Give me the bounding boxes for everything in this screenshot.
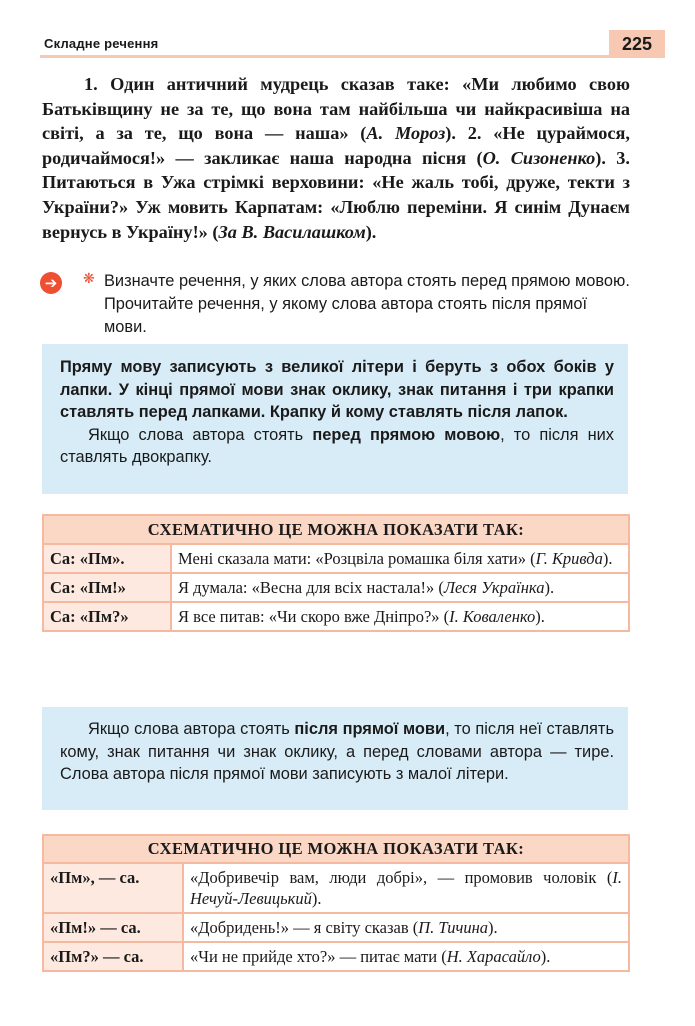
scheme-example: Я думала: «Весна для всіх настала!» (Леся Українка). [171, 573, 629, 602]
exercise-text [42, 72, 630, 244]
scheme-formula: Са: «Пм!» [43, 573, 171, 602]
scheme-example: Мені сказала мати: «Розцвіла ромашка біля хати» (Г. Кривда). [171, 544, 629, 573]
author-citation: Леся Українка [443, 578, 545, 597]
author-citation: О. Сизоненко [482, 147, 596, 168]
scheme-table-after [42, 834, 630, 972]
page-number: 225 [609, 30, 665, 58]
author-citation: Н. Харасайло [446, 947, 541, 966]
scheme-formula: «Пм!» — са. [43, 913, 183, 942]
header-rule [40, 55, 665, 58]
scheme-example: «Добридень!» — я світу сказав (П. Тичина). [183, 913, 629, 942]
scheme-table-title: СХЕМАТИЧНО ЦЕ МОЖНА ПОКАЗАТИ ТАК: [43, 515, 629, 544]
table-row [43, 863, 629, 913]
exercise-paragraph: 1. Один античний мудрець сказав таке: «Ми любимо свою Батьківщину не за те, що вона там найбільша чи найкрасивіша на світі, а за те, що вона — наша» (А. Мороз). 2. «Не цураймося, родичаймося!» — закликає наша народна пісня (О. Сизоненко). 3. Питаються в Ужа стрімкі верховини: «Не жаль тобі, друже, текти з України?» Уж мовить Карпатам: «Люблю переміни. Я синім Дунаєм вернусь в Україну!» (За В. Василашком). [42, 74, 630, 242]
author-citation: За В. Василашком [218, 221, 366, 242]
section-title: Складне речення [44, 36, 159, 51]
table-row [43, 544, 629, 573]
task-text: Визначте речення, у яких слова автора стоять перед прямою мовою. Прочитайте речення, у якому слова автора стоять після прямої мови. [104, 272, 630, 336]
scheme-formula: Са: «Пм». [43, 544, 171, 573]
scheme-example: «Добривечір вам, люди добрі», — промовив чоловік (І. Нечуй-Левицький). [183, 863, 629, 913]
asterisk-icon: ❋ [83, 271, 95, 287]
table-row [43, 602, 629, 631]
scheme-formula: «Пм?» — са. [43, 942, 183, 971]
table-row [43, 942, 629, 971]
task-block [40, 270, 640, 340]
author-citation: І. Нечуй-Левицький [190, 868, 622, 908]
author-citation: П. Тичина [418, 918, 489, 937]
author-citation: Г. Кривда [535, 549, 603, 568]
author-citation: І. Коваленко [449, 607, 536, 626]
rule-box-after [42, 707, 628, 810]
table-row [43, 913, 629, 942]
scheme-formula: Са: «Пм?» [43, 602, 171, 631]
rule-box-quotation [42, 344, 628, 494]
author-citation: А. Мороз [366, 123, 446, 144]
rule-paragraph: Якщо слова автора стоять перед прямою мовою, то після них ставлять двокрапку. [60, 425, 614, 466]
scheme-example: «Чи не прийде хто?» — питає мати (Н. Харасайло). [183, 942, 629, 971]
scheme-formula: «Пм», — са. [43, 863, 183, 913]
scheme-table-before [42, 514, 630, 632]
page-header [0, 30, 695, 64]
rule-paragraph: Якщо слова автора стоять після прямої мови, то після неї ставлять кому, знак питання чи знак оклику, а перед словами автора — тире. Слова автора після прямої мови записують з малої літери. [60, 720, 614, 783]
table-row [43, 573, 629, 602]
scheme-table-title: СХЕМАТИЧНО ЦЕ МОЖНА ПОКАЗАТИ ТАК: [43, 835, 629, 863]
arrow-right-icon: ➔ [40, 272, 62, 294]
rule-bold-text: Пряму мову записують з великої літери і беруть з обох боків у лапки. У кінці прямої мови знак оклику, знак питання і три крапки ставлять перед лапками. Крапку й кому ставлять після лапок. [60, 358, 614, 421]
scheme-example: Я все питав: «Чи скоро вже Дніпро?» (І. Коваленко). [171, 602, 629, 631]
